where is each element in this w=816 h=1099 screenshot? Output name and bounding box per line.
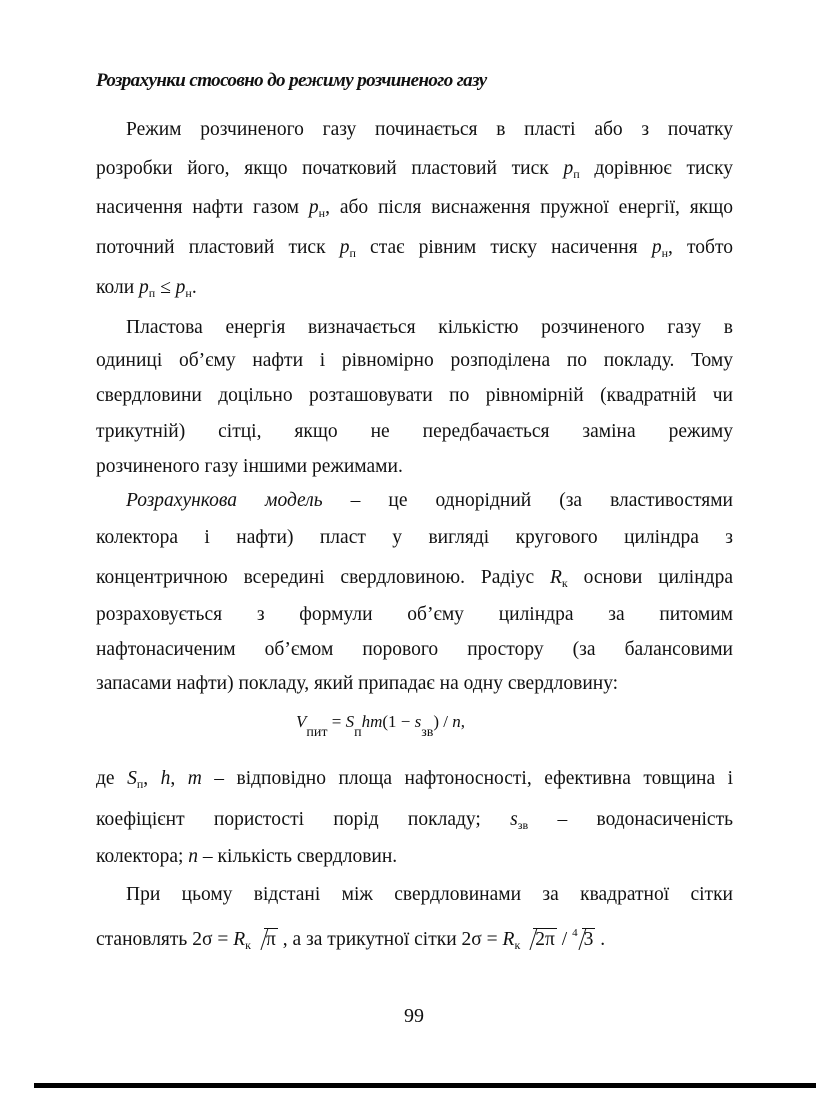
subscript: п: [573, 167, 580, 181]
paragraph-2-line-1: Пластова енергія визначається кількістю розчиненого газу в: [126, 317, 733, 338]
radicand: 2π: [535, 929, 555, 950]
text-run: ,: [170, 768, 188, 789]
var-p: p: [139, 277, 149, 298]
footer-rule: [34, 1083, 816, 1088]
paragraph-3-line-4: розраховується з формули об’єму циліндра за питомим: [96, 604, 733, 625]
text-run: насичення нафти газом: [96, 197, 309, 218]
var-n: n: [452, 712, 461, 731]
text-run: основи циліндра: [567, 567, 733, 588]
var-p: p: [339, 237, 350, 258]
var-v: V: [296, 712, 307, 731]
var-p: p: [175, 277, 186, 298]
text-run: ,: [143, 768, 161, 789]
paragraph-1-line-3: [96, 196, 733, 220]
paragraph-3-line-1: [126, 489, 733, 513]
subscript: к: [245, 938, 251, 952]
var-p: p: [308, 197, 319, 218]
paragraph-5-line-1: При цьому відстані між свердловинами за квадратної сітки: [126, 884, 733, 905]
sqrt-pi: [251, 928, 278, 952]
text-run: (1 −: [382, 712, 415, 731]
text-run: де: [96, 768, 128, 789]
subscript: зв: [517, 818, 529, 832]
fourth-root-3: [569, 928, 596, 952]
text-run: – відповідно площа нафтоносності, ефективна товщина і: [201, 768, 733, 789]
subscript: п: [354, 725, 362, 740]
text-run: , а за трикутної сітки 2σ =: [277, 929, 503, 950]
text-run: стає рівним тиску насичення: [355, 237, 652, 258]
equals: =: [327, 712, 346, 731]
var-s: s: [414, 712, 422, 731]
var-h: h: [160, 768, 171, 789]
paragraph-1-line-2: [96, 157, 733, 181]
subscript: к: [561, 576, 568, 590]
text-run: ) /: [433, 712, 453, 731]
radicand: π: [265, 929, 276, 950]
text-run: коефіцієнт пористості порід покладу;: [96, 809, 511, 830]
subscript: к: [514, 938, 521, 952]
paragraph-1-line-5: [96, 276, 733, 300]
var-r: R: [502, 929, 515, 950]
paragraph-1-line-4: [96, 236, 733, 260]
text-run: розробки його, якщо початковий пластовий тиск: [96, 158, 564, 179]
page-number: 99: [404, 1005, 424, 1027]
var-s: S: [127, 768, 137, 789]
paragraph-1-line-1: Режим розчиненого газу починається в пласті або з початку: [126, 119, 733, 140]
text-run: становлять 2σ =: [96, 929, 234, 950]
text-run: коли: [96, 277, 140, 298]
paragraph-2-line-5: розчиненого газу іншими режимами.: [96, 456, 403, 477]
paragraph-3-line-2: колектора і нафти) пласт у вигляді кругового циліндра з: [96, 527, 733, 548]
text-run: .: [595, 929, 606, 950]
paragraph-4-line-2: [96, 808, 733, 832]
paragraph-2-line-3: свердловини доцільно розташовувати по рівномірній (квадратній чи: [96, 385, 733, 406]
subscript: н: [318, 206, 326, 220]
var-hm: hm: [361, 712, 383, 731]
text-run: ≤: [155, 277, 176, 298]
subscript: п: [136, 777, 144, 791]
text-run: – це однорідний (за властивостями: [322, 490, 733, 511]
var-m: m: [187, 768, 202, 789]
var-s: s: [510, 809, 518, 830]
term-italic: Розрахункова модель: [126, 490, 323, 511]
paragraph-2-line-4: трикутній) сітці, якщо не передбачається заміна режиму: [96, 421, 733, 442]
text-run: – водонасиченість: [528, 809, 733, 830]
radicand: 3: [583, 929, 594, 950]
text-run: ,: [460, 712, 466, 731]
var-n: n: [188, 846, 199, 867]
text-run: колектора;: [96, 846, 189, 867]
paragraph-3-line-6: запасами нафти) покладу, який припадає на одну свердловину:: [96, 673, 619, 694]
subscript: н: [661, 246, 668, 260]
paragraph-5-line-2: [96, 928, 733, 954]
section-heading: Розрахунки стосовно до режиму розчиненого газу: [96, 70, 487, 91]
paragraph-4-line-3: [96, 845, 733, 869]
formula-v-pit: [296, 712, 466, 740]
subscript: п: [349, 246, 356, 260]
var-p: p: [651, 237, 662, 258]
paragraph-3-line-3: [96, 566, 733, 590]
var-r: R: [549, 567, 562, 588]
text-run: дорівнює тиску: [579, 158, 733, 179]
var-s: S: [345, 712, 355, 731]
root-index: 4: [572, 927, 578, 939]
paragraph-4-line-1: [96, 767, 733, 791]
var-r: R: [233, 929, 246, 950]
paragraph-3-line-5: нафтонасиченим об’ємом порового простору (за балансовими: [96, 639, 733, 660]
text-run: .: [191, 277, 197, 298]
text-run: /: [556, 929, 573, 950]
var-p: p: [563, 158, 574, 179]
sqrt-2pi: [520, 928, 557, 952]
text-run: поточний пластовий тиск: [96, 237, 340, 258]
text-run: , тобто: [667, 237, 733, 258]
text-run: , або після виснаження пружної енергії, якщо: [325, 197, 733, 218]
text-run: – кількість свердловин.: [198, 846, 398, 867]
subscript: пит: [306, 725, 328, 740]
subscript: н: [185, 286, 192, 300]
subscript: п: [148, 286, 156, 300]
paragraph-2-line-2: одиниці об’єму нафти і рівномірно розподілена по покладу. Тому: [96, 350, 733, 371]
text-run: концентричною всередині свердловиною. Радіус: [96, 567, 550, 588]
subscript: зв: [421, 725, 434, 740]
